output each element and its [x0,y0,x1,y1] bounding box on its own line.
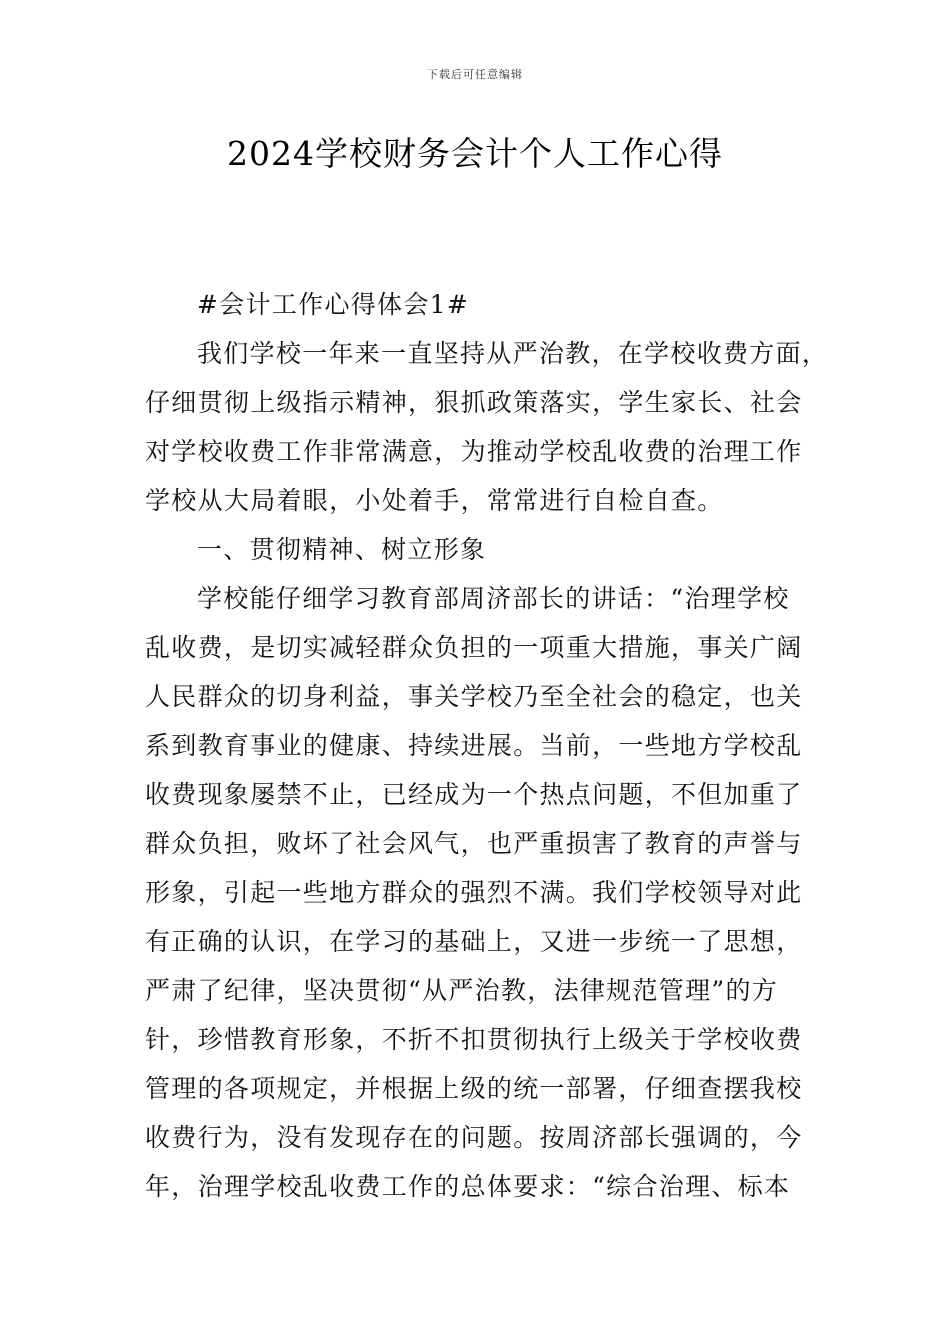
header-note: 下载后可任意编辑 [427,68,523,81]
paragraph-line: 乱收费，是切实减轻群众负担的一项重大措施，事关广阔 [145,633,803,662]
section-heading [145,280,810,329]
paragraph-line: 有正确的认识，在学习的基础上，又进一步统一了思想， [145,927,803,956]
paragraph-line: 群众负担，败坏了社会风气，也严重损害了教育的声誉与 [145,829,803,858]
paragraph-line: 年，治理学校乱收费工作的总体要求：“综合治理、标本 [145,1172,791,1201]
paragraph-line: 管理的各项规定，并根据上级的统一部署，仔细查摆我校 [145,1074,803,1103]
subheading-text: 一、贯彻精神、树立形象 [197,535,487,564]
paragraph-line: 严肃了纪律，坚决贯彻“从严治教，法律规范管理”的方 [145,976,779,1005]
paragraph-line: 收费现象屡禁不止，已经成为一个热点问题，不但加重了 [145,780,803,809]
paragraph-line: 收费行为，没有发现存在的问题。按周济部长强调的，今 [145,1123,803,1152]
paragraph-1 [145,329,829,525]
paragraph-line: 对学校收费工作非常满意，为推动学校乱收费的治理工作 [145,437,803,466]
paragraph-line: 我们学校一年来一直坚持从严治教，在学校收费方面， [197,339,829,368]
subheading-1 [145,525,810,574]
paragraph-line: 系到教育事业的健康、持续进展。当前，一些地方学校乱 [145,731,803,760]
paragraph-line: 学校能仔细学习教育部周济部长的讲话：“治理学校 [197,584,790,613]
paragraph-2 [145,574,810,1211]
paragraph-line: 仔细贯彻上级指示精神，狠抓政策落实，学生家长、社会 [145,388,803,417]
document-title: 2024学校财务会计个人工作心得 [227,134,723,173]
paragraph-line: 人民群众的切身利益，事关学校乃至全社会的稳定，也关 [145,682,803,711]
section-heading-text: #会计工作心得体会1# [197,290,470,319]
paragraph-line: 针，珍惜教育形象，不折不扣贯彻执行上级关于学校收费 [145,1025,803,1054]
document-body [145,280,829,1211]
paragraph-line: 形象，引起一些地方群众的强烈不满。我们学校领导对此 [145,878,803,907]
paragraph-line: 学校从大局着眼，小处着手，常常进行自检自查。 [145,486,724,515]
